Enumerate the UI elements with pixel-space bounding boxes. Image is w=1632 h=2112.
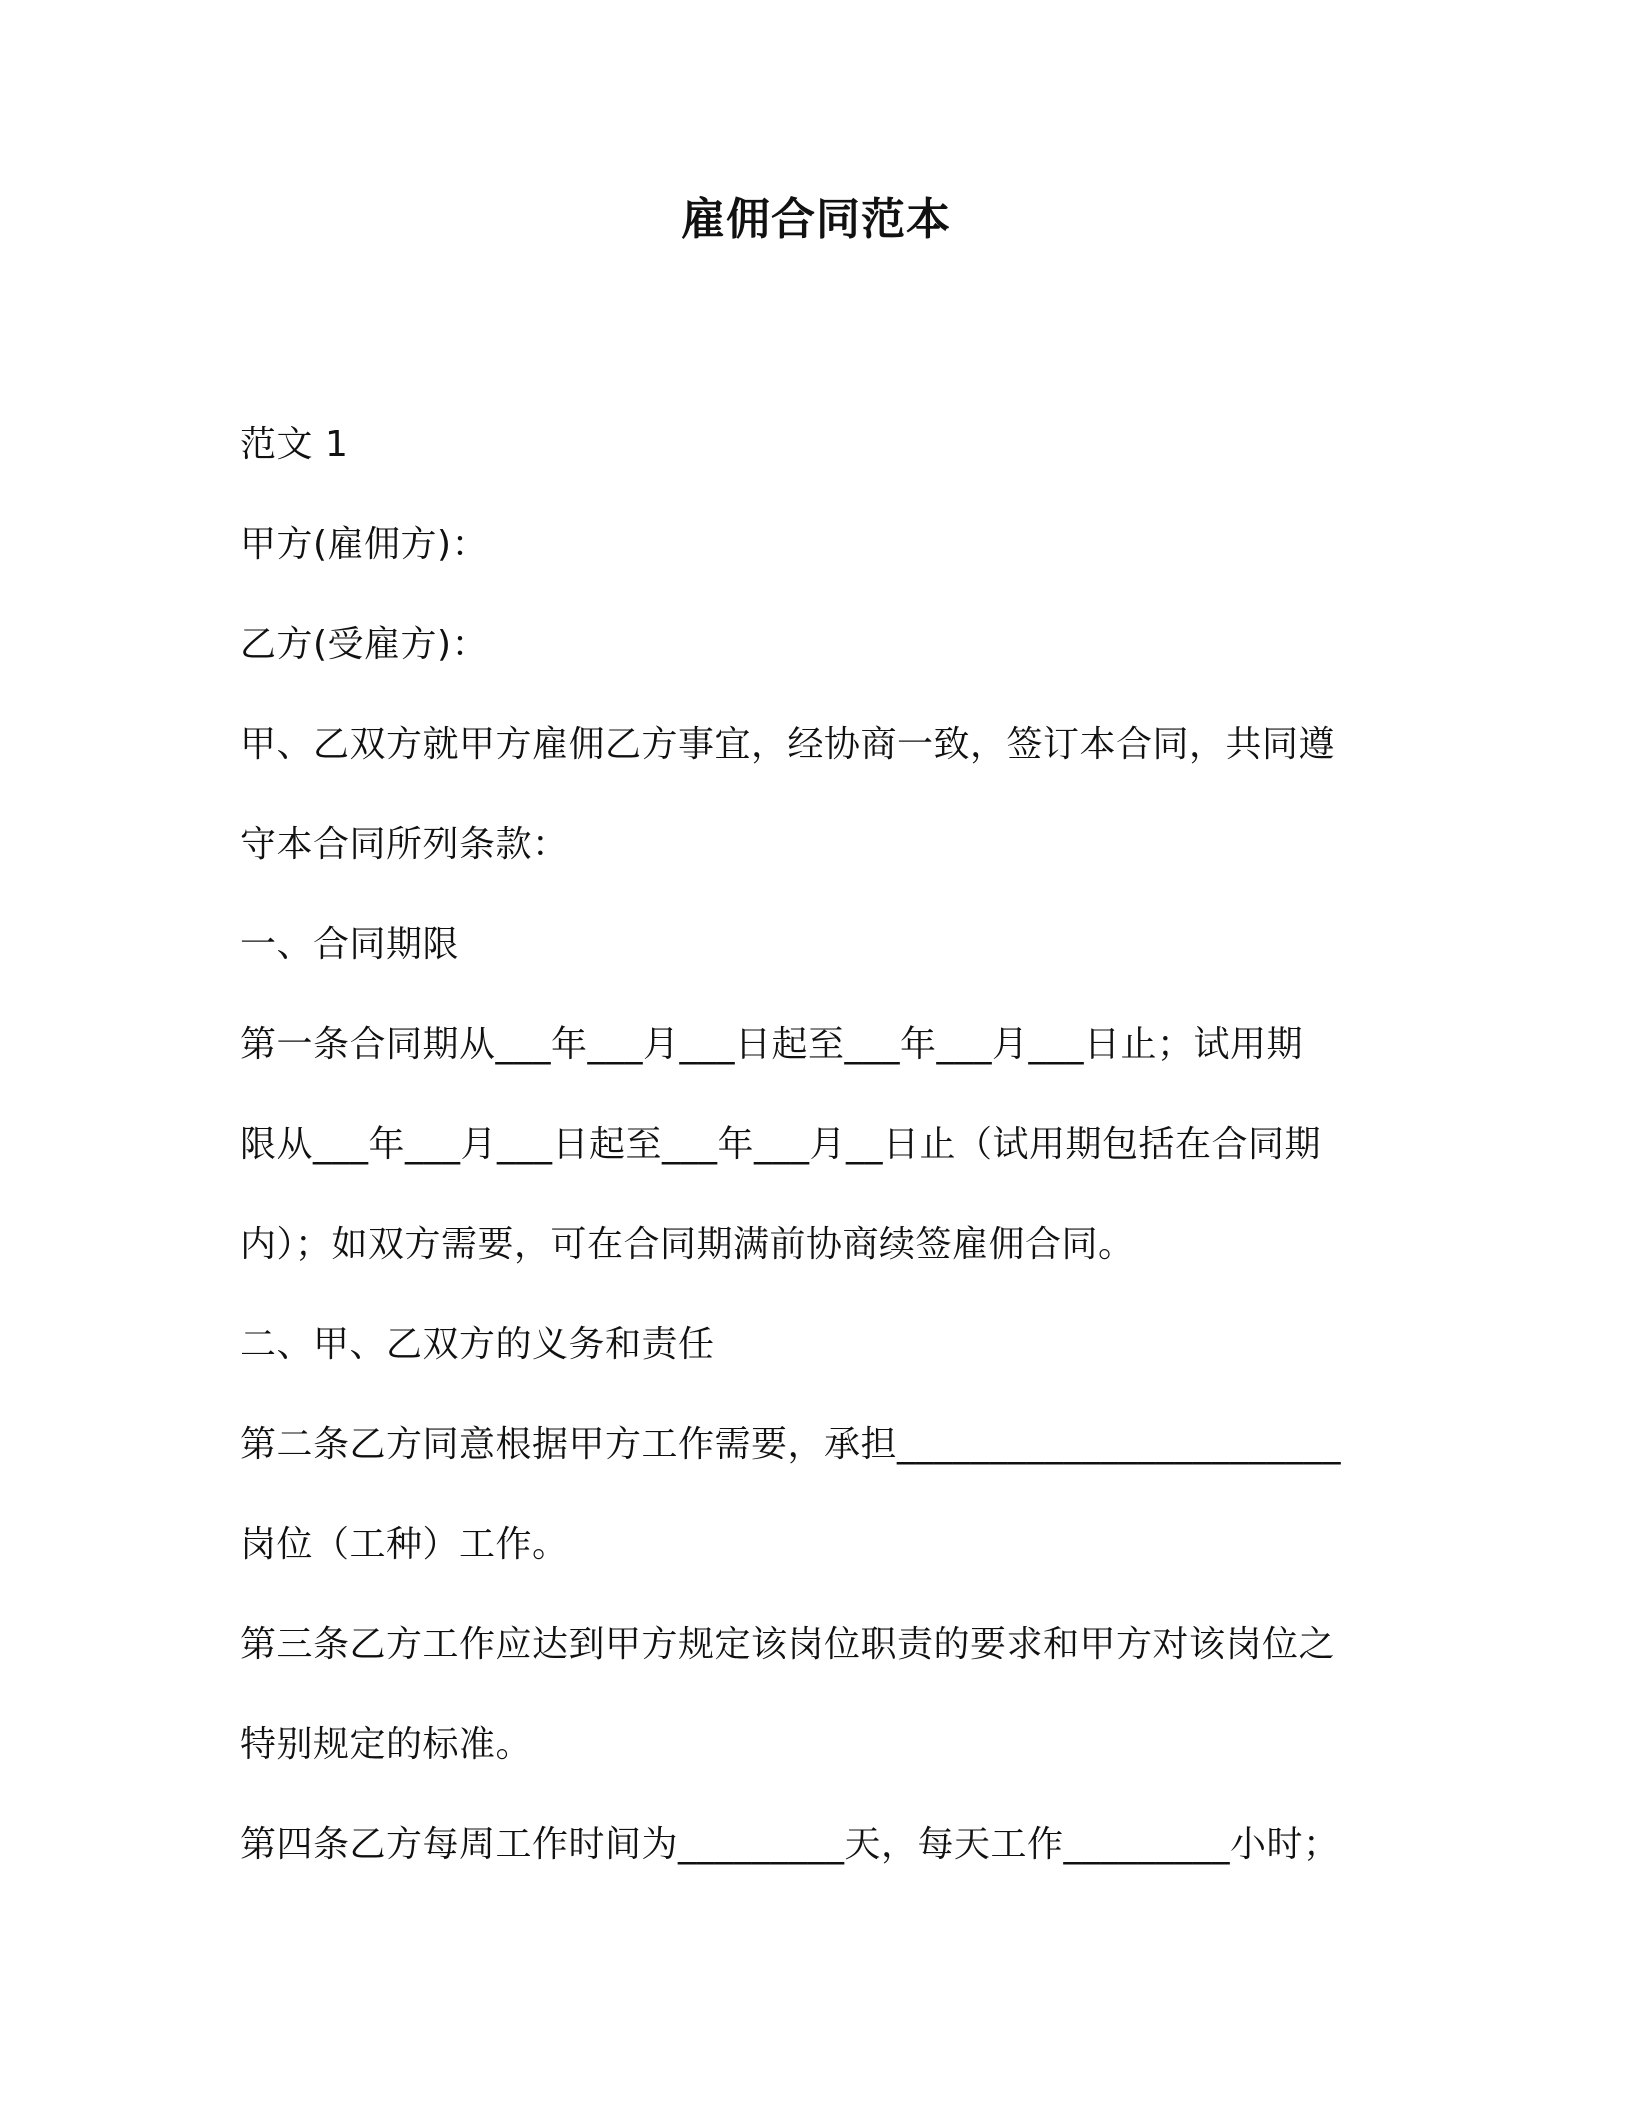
section-heading-term: 一、合同期限: [240, 924, 460, 965]
preamble-line-1: 甲、乙双方就甲方雇佣乙方事宜，经协商一致，签订本合同，共同遵: [240, 724, 1336, 765]
party-b-line: 乙方(受雇方)：: [240, 624, 489, 665]
article-4-line-1: 第四条乙方每周工作时间为_________天，每天工作_________小时；: [240, 1824, 1340, 1865]
article-2-line-2: 岗位（工种）工作。: [240, 1524, 569, 1565]
article-3-line-2: 特别规定的标准。: [240, 1724, 533, 1765]
sample-label: 范文 1: [240, 424, 349, 465]
article-1-line-1: 第一条合同期从___年___月___日起至___年___月___日止；试用期: [240, 1024, 1304, 1065]
document-title: 雇佣合同范本: [681, 194, 951, 245]
article-1-line-2: 限从___年___月___日起至___年___月__日止（试用期包括在合同期: [240, 1124, 1322, 1165]
article-2-line-1: 第二条乙方同意根据甲方工作需要，承担________________________: [240, 1424, 1342, 1465]
party-a-line: 甲方(雇佣方)：: [240, 524, 489, 565]
preamble-line-2: 守本合同所列条款：: [240, 824, 569, 865]
article-1-line-3: 内）；如双方需要，可在合同期满前协商续签雇佣合同。: [240, 1224, 1135, 1265]
section-heading-duties: 二、甲、乙双方的义务和责任: [240, 1324, 715, 1365]
article-3-line-1: 第三条乙方工作应达到甲方规定该岗位职责的要求和甲方对该岗位之: [240, 1624, 1336, 1665]
